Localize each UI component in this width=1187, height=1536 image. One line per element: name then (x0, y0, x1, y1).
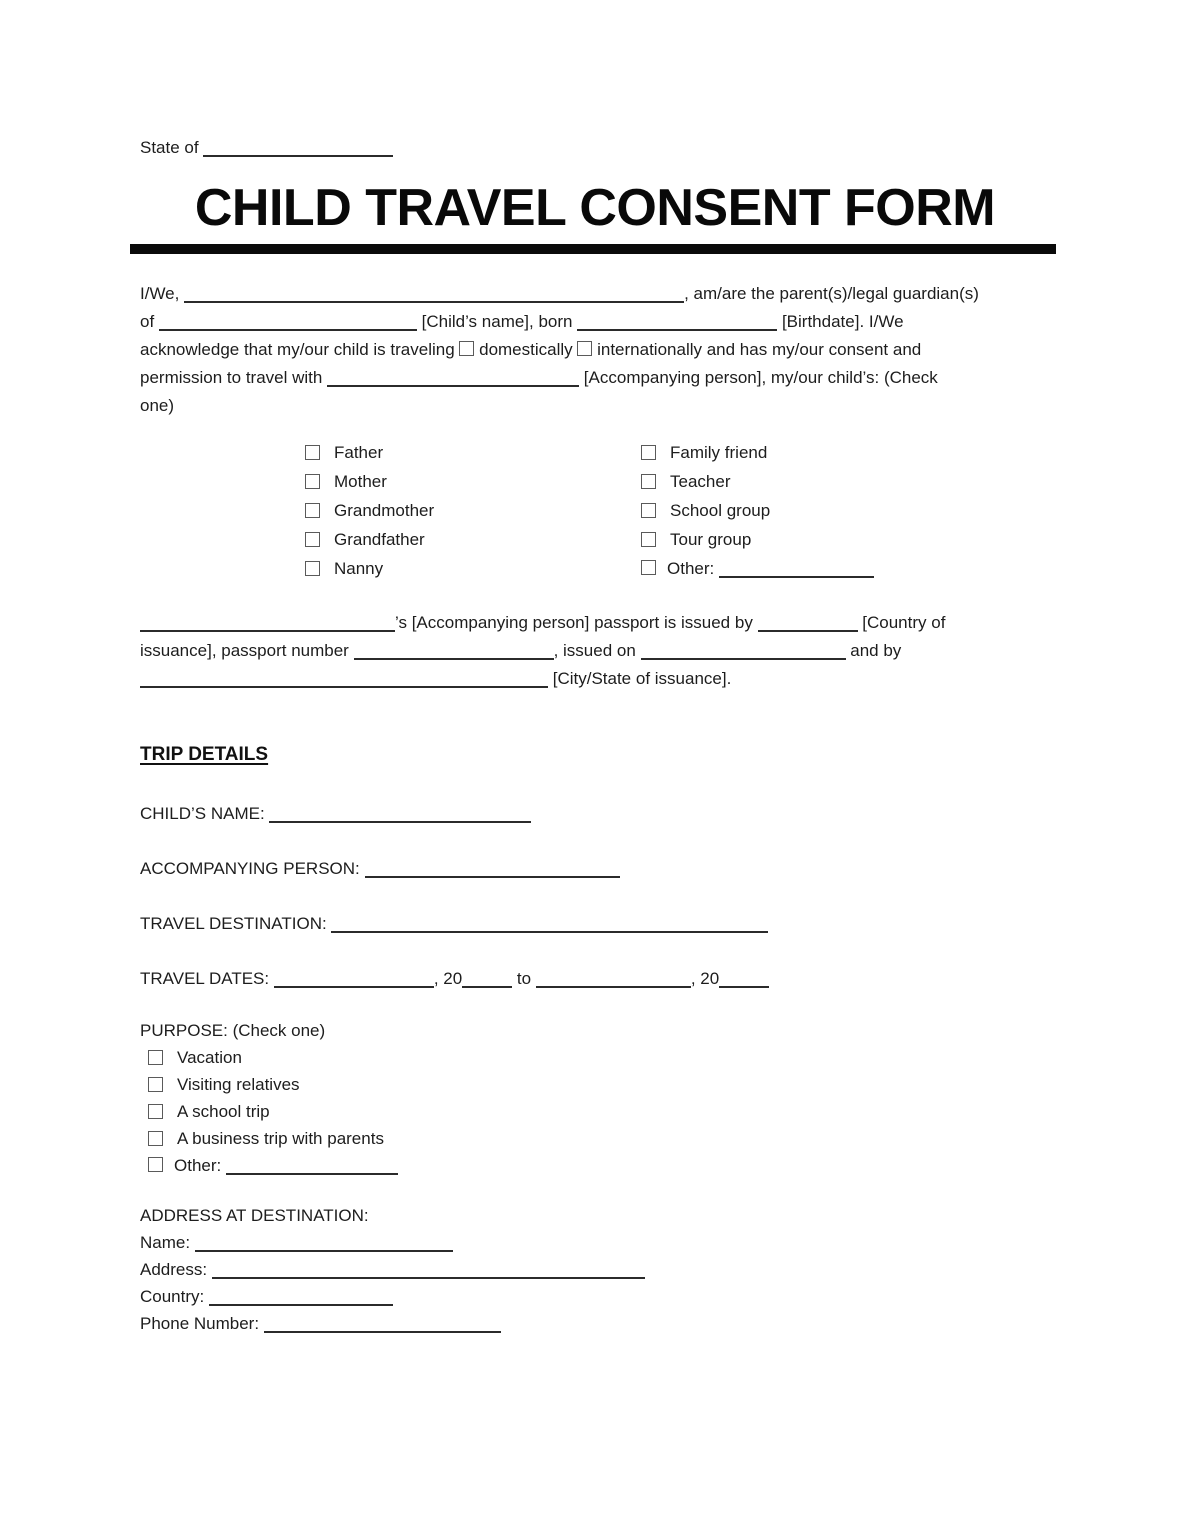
text-run: , 20 (690, 969, 720, 988)
checkbox[interactable] (148, 1050, 163, 1065)
checkbox[interactable] (148, 1131, 163, 1146)
checkbox[interactable] (641, 532, 656, 547)
checkbox[interactable] (305, 445, 320, 460)
blank-field[interactable] (159, 312, 417, 331)
blank-field[interactable] (641, 641, 846, 660)
blank-field[interactable] (719, 969, 769, 988)
checkbox-option[interactable] (305, 554, 641, 583)
blank-field[interactable] (331, 914, 768, 933)
option-label: Visiting relatives (177, 1074, 300, 1094)
text-run: issuance], passport number (140, 641, 354, 660)
relationship-other-option[interactable] (641, 554, 874, 583)
trip-details-heading: TRIP DETAILS (140, 744, 269, 765)
option-label: School group (670, 500, 771, 520)
text-run: I/We, (140, 284, 185, 303)
checkbox-option[interactable] (148, 1125, 1050, 1152)
text-run: TRAVEL DATES: (140, 969, 274, 988)
title-divider (130, 244, 1056, 254)
checkbox-option[interactable] (305, 438, 641, 467)
text-run: Other: (174, 1156, 226, 1175)
checkbox[interactable] (577, 341, 592, 356)
blank-field[interactable] (536, 969, 691, 988)
destination-country-field (140, 1283, 1050, 1310)
intro-line (140, 280, 1050, 308)
option-label: Teacher (670, 471, 731, 491)
passport-paragraph (140, 609, 1050, 693)
blank-field[interactable] (212, 1260, 645, 1279)
text-run: [Birthdate]. I/We (777, 312, 904, 331)
text-run: ACCOMPANYING PERSON: (140, 859, 365, 878)
checkbox[interactable] (148, 1104, 163, 1119)
travel-dates-field (140, 965, 1050, 993)
text-run: [City/State of issuance]. (548, 669, 732, 688)
checkbox[interactable] (148, 1077, 163, 1092)
checkbox-option[interactable] (148, 1044, 1050, 1071)
option-label: Vacation (177, 1047, 242, 1067)
blank-field[interactable] (203, 138, 393, 157)
passport-line (140, 665, 1050, 693)
intro-line (140, 364, 1050, 392)
passport-line (140, 609, 1050, 637)
text-run: State of (140, 138, 204, 157)
text-run: CHILD’S NAME: (140, 804, 270, 823)
checkbox[interactable] (641, 503, 656, 518)
text-run: ’s [Accompanying person] passport is issued by (395, 613, 758, 632)
blank-field[interactable] (226, 1156, 398, 1175)
state-of-line (140, 136, 1050, 160)
option-label: Tour group (670, 529, 752, 549)
text-run: [Child’s name], born (416, 312, 578, 331)
text-run: acknowledge that my/our child is traveling (140, 340, 460, 359)
checkbox-option[interactable] (641, 467, 874, 496)
option-label: Grandmother (334, 500, 435, 520)
option-label: Family friend (670, 442, 768, 462)
text-run: to (512, 969, 536, 988)
text-run: [Accompanying person], my/our child’s: (Check (579, 368, 938, 387)
checkbox[interactable] (641, 474, 656, 489)
blank-field[interactable] (327, 368, 579, 387)
blank-field[interactable] (577, 312, 777, 331)
accompanying-person-field (140, 855, 1050, 883)
blank-field[interactable] (274, 969, 434, 988)
intro-line (140, 392, 1050, 420)
text-run: Country: (140, 1287, 209, 1306)
text-run: [Country of (857, 613, 946, 632)
checkbox-option[interactable] (305, 496, 641, 525)
relationship-options-left (305, 438, 641, 583)
intro-paragraph (140, 280, 1050, 420)
destination-phone-field (140, 1310, 1050, 1337)
option-label: A business trip with parents (177, 1128, 384, 1148)
checkbox[interactable] (305, 532, 320, 547)
option-label: Father (334, 442, 384, 462)
text-run: of (140, 312, 159, 331)
intro-line (140, 336, 1050, 364)
option-label: Grandfather (334, 529, 425, 549)
text-run: , 20 (433, 969, 463, 988)
text-run: and by (845, 641, 902, 660)
text-run: Name: (140, 1233, 195, 1252)
checkbox-option[interactable] (641, 438, 874, 467)
blank-field[interactable] (365, 859, 620, 878)
text-run: internationally and has my/our consent and (592, 340, 922, 359)
checkbox[interactable] (459, 341, 474, 356)
option-label: A school trip (177, 1101, 270, 1121)
travel-destination-field (140, 910, 1050, 938)
checkbox-option[interactable] (305, 467, 641, 496)
destination-name-field (140, 1229, 1050, 1256)
blank-field[interactable] (354, 641, 554, 660)
checkbox-option[interactable] (148, 1098, 1050, 1125)
blank-field[interactable] (758, 613, 858, 632)
checkbox[interactable] (305, 561, 320, 576)
checkbox[interactable] (305, 503, 320, 518)
text-run: domestically (474, 340, 578, 359)
checkbox-option[interactable] (148, 1071, 1050, 1098)
checkbox[interactable] (305, 474, 320, 489)
text-run: , am/are the parent(s)/legal guardian(s) (684, 284, 979, 303)
blank-field[interactable] (719, 559, 874, 578)
checkbox[interactable] (641, 560, 656, 575)
text-run: TRAVEL DESTINATION: (140, 914, 332, 933)
text-run: Address: (140, 1260, 212, 1279)
intro-line (140, 308, 1050, 336)
page-title: CHILD TRAVEL CONSENT FORM (194, 179, 996, 237)
purpose-options (140, 1044, 1050, 1152)
blank-field[interactable] (140, 669, 548, 688)
destination-address-field (140, 1256, 1050, 1283)
text-run: permission to travel with (140, 368, 328, 387)
blank-field[interactable] (184, 284, 684, 303)
address-at-destination-heading: ADDRESS AT DESTINATION: (140, 1206, 369, 1225)
text-run: Other: (667, 559, 719, 578)
option-label: Mother (334, 471, 387, 491)
checkbox[interactable] (148, 1157, 163, 1172)
blank-field[interactable] (264, 1314, 501, 1333)
blank-field[interactable] (462, 969, 512, 988)
text-run: one) (140, 396, 175, 415)
relationship-options (305, 438, 1050, 583)
blank-field[interactable] (195, 1233, 453, 1252)
relationship-options-right-list (641, 438, 874, 554)
checkbox-option[interactable] (305, 525, 641, 554)
option-label: Nanny (334, 558, 384, 578)
checkbox-option[interactable] (641, 525, 874, 554)
blank-field[interactable] (209, 1287, 393, 1306)
text-run: , issued on (553, 641, 641, 660)
text-run: Phone Number: (140, 1314, 264, 1333)
blank-field[interactable] (140, 613, 395, 632)
blank-field[interactable] (269, 804, 531, 823)
checkbox-option[interactable] (641, 496, 874, 525)
purpose-other-option[interactable] (140, 1152, 1050, 1179)
checkbox[interactable] (641, 445, 656, 460)
passport-line (140, 637, 1050, 665)
child-name-field (140, 800, 1050, 828)
purpose-heading: PURPOSE: (Check one) (140, 1021, 326, 1040)
relationship-options-right (641, 438, 874, 583)
